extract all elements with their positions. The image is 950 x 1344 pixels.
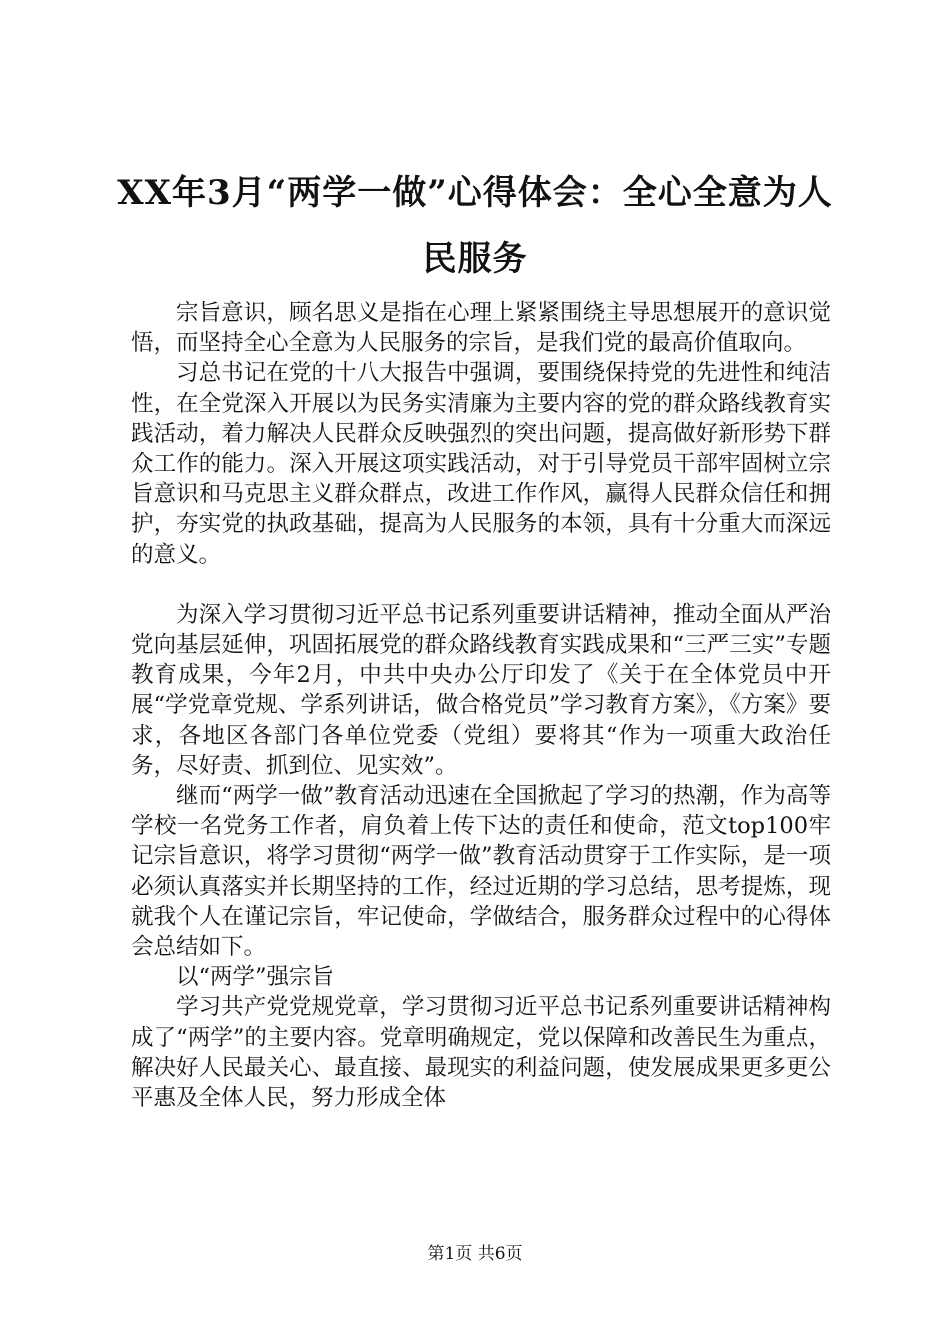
paragraph-5: 学习共产党党规党章，学习贯彻习近平总书记系列重要讲话精神构成了“两学”的主要内容。党章明确规定，党以保障和改善民生为重点，解决好人民最关心、最直接、最现实的利益问题，使发展成果更多更公平惠及全体人民，努力形成全体 (131, 994, 831, 1112)
page-footer: 第1页 共6页 (427, 1244, 523, 1264)
paragraph-2: 习总书记在党的十八大报告中强调，要围绕保持党的先进性和纯洁性，在全党深入开展以为民务实清廉为主要内容的党的群众路线教育实践活动，着力解决人民群众反映强烈的突出问题，提高做好新形势下群众工作的能力。深入开展这项实践活动，对于引导党员干部牢固树立宗旨意识和马克思主义群众群点，改进工作作风，赢得人民群众信任和拥护，夯实党的执政基础，提高为人民服务的本领，具有十分重大而深远的意义。 (131, 360, 831, 568)
paragraph-4: 继而“两学一做”教育活动迅速在全国掀起了学习的热潮，作为高等学校一名党务工作者，肩负着上传下达的责任和使命，范文top100牢记宗旨意识，将学习贯彻“两学一做”教育活动贯穿于工作实际，是一项必须认真落实并长期坚持的工作，经过近期的学习总结，思考提炼，现就我个人在谨记宗旨，牢记使命，学做结合，服务群众过程中的心得体会总结如下。 (131, 783, 831, 961)
paragraph-3: 为深入学习贯彻习近平总书记系列重要讲话精神，推动全面从严治党向基层延伸，巩固拓展党的群众路线教育实践成果和“三严三实”专题教育成果，今年2月，中共中央办公厅印发了《关于在全体党员中开展“学党章党规、学系列讲话，做合格党员”学习教育方案》，《方案》要求，各地区各部门各单位党委（党组）要将其“作为一项重大政治任务，尽好责、抓到位、见实效”。 (131, 601, 831, 779)
section-heading: 以“两学”强宗旨 (176, 964, 335, 991)
document-title: XX年3月“两学一做”心得体会：全心全意为人民服务 (117, 173, 833, 279)
paragraph-1: 宗旨意识，顾名思义是指在心理上紧紧围绕主导思想展开的意识觉悟，而坚持全心全意为人民服务的宗旨，是我们党的最高价值取向。 (131, 300, 831, 357)
document-body (131, 298, 831, 1113)
